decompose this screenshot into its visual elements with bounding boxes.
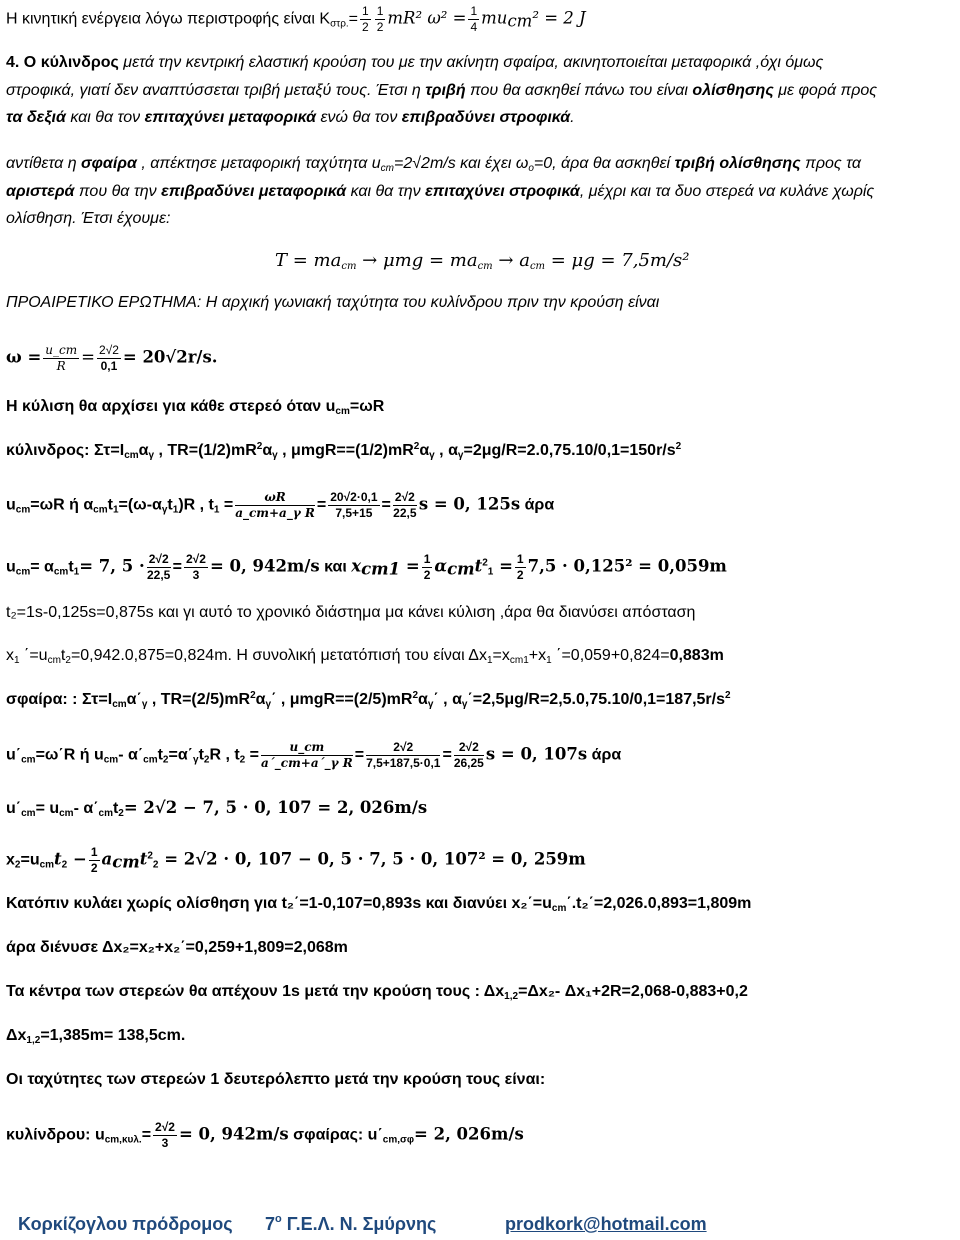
- sphere-paragraph-line-3: ολίσθηση. Έτσι έχουμε:: [6, 210, 171, 227]
- sphere-x2-line: $x_2=u_{cm}t_2$ − $\frac{1}{2}$ $a_{cm}t^2_2 = 2√2 \cdot 0$, 107 − 0, 5 · 7, 5 · 0, 107² = 0, 259m: [6, 845, 586, 875]
- footer-school: $7^o$ Γ.Ε.Λ. Ν. Σμύρνης: [265, 1213, 437, 1234]
- cylinder-paragraph-line-3: τα δεξιά και θα τον επιταχύνει μεταφορικά ενώ θα τον επιβραδύνει στροφικά.: [6, 109, 575, 126]
- cylinder-ucm-line: $u_{cm}= \alpha_{cm}t_1= 7$, 5 · $\frac{2√2}{22,5}$ = $\frac{2√2}{3}$ = 0, 942m/s και $x_{cm1}$ = $\frac{1}{2}$ $\alpha_{cm}t^2_1$ = $\frac{1}{2}$ 7,5 · 0,125² = 0,059m: [6, 552, 727, 582]
- final-velocities: κυλίνδρου: $u_{cm,\kappa\upsilon\lambda.}=$ $\frac{2√2}{3}$ = 0, 942m/s σφαίρας: $u΄_{cm,\sigma\varphi}= 2$, 026m/s: [6, 1120, 524, 1150]
- sphere-t2-line: $u΄_{cm}=\omega΄R$ ή $u_{cm}-$ $\alpha΄_{cm}t_2=\alpha΄_\gamma t_2R$ , $t_2$ = $\frac{u\_cm}{\text{a΄\_cm+a΄\_γ R}}$ = $\frac{2√2}{7,5+187,5\cdot 0,1}$ = $\frac{2√2}{26,25}$ s = 0, 107s άρα: [6, 740, 622, 770]
- sphere-paragraph-line-1: αντίθετα η σφαίρα , απέκτησε μεταφορική ταχύτητα $u_{cm}=2√2m/s$ και έχει $\omega_o=0$, άρα θα ασκηθεί τριβή ολίσθησης προς τα: [6, 155, 862, 174]
- cylinder-paragraph-line-1: 4. Ο κύλινδρος μετά την κεντρική ελαστική κρούση του με την ακίνητη σφαίρα, ακινητοποιείται μεταφορικά ,όχι όμως: [6, 54, 824, 71]
- centers-distance-result: $\Delta x_{1,2}=1,385m= 138,5cm$.: [6, 1027, 186, 1046]
- cylinder-t1-line: $u_{cm}=\omega R$ ή $\alpha_{cm}t_1=(\omega-\alpha_\gamma t_1)R$ , $t_1$ = $\frac{\omega R}{\text{a\_cm+a\_γ R}}$ = $\frac{20√2\cdot 0,1}{7,5+15}$ = $\frac{2√2}{22,5}$ s = 0, 125s άρα: [6, 490, 555, 520]
- kinetic-energy-line: Η κινητική ενέργεια λόγω περιστροφής είναι $K_{\sigma\tau\rho.}=$ $\frac{1}{2}$ $\frac{1}{2}$ mR² ω² = $\frac{1}{4}$ $mu_{cm}^2 = 2$ J: [6, 4, 586, 34]
- footer-email-link[interactable]: prodkork@hotmail.com: [505, 1214, 707, 1234]
- cylinder-torque-line: κύλινδρος: $\Sigma\tau=I_{cm}\alpha_\gamma$ , $TR=(1/2)mR^2\alpha_\gamma$ , $\mu mgR==(1/2)mR^2\alpha_\gamma$ , $\alpha_\gamma=2\mu g/R=2.0,75.10/0,1=150r/s^2$: [6, 441, 682, 461]
- sphere-rolling-line: Κατόπιν κυλάει χωρίς ολίσθηση για t₂΄=1-0,107=0,893s και διανύει $x_2΄=u_{cm}΄.t_2΄=2,026.0,893=1,809m$: [6, 895, 752, 914]
- footer-author: Κορκίζογλου πρόδρομος: [18, 1214, 233, 1234]
- centers-distance-line: Τα κέντρα των στερεών θα απέχουν 1s μετά την κρούση τους : $\Delta x_{1,2}=\Delta x_2-$ Δx₁+2R=2,068-0,883+0,2: [6, 983, 748, 1002]
- friction-equation: $T = ma_{cm} \to \mu mg = ma_{cm} \to a_{cm} = \mu g = 7,5m/s^2$: [275, 250, 690, 272]
- sphere-ucm-line: $u΄_{cm}= u_{cm}-$ $\alpha΄_{cm}t_2= 2√2 - 7$, 5 · 0, 107 = 2, 026m/s: [6, 798, 428, 819]
- sphere-total-distance: άρα διένυσε Δx₂=x₂+x₂΄=0,259+1,809=2,068m: [6, 939, 348, 956]
- optional-question: ΠΡΟΑΙΡΕΤΙΚΟ ΕΡΩΤΗΜΑ: Η αρχική γωνιακή ταχύτητα του κυλίνδρου πριν την κρούση είναι: [6, 294, 660, 311]
- velocities-heading: Οι ταχύτητες των στερεών 1 δευτερόλεπτο μετά την κρούση τους είναι:: [6, 1071, 546, 1088]
- cylinder-t2-line: t₂=1s-0,125s=0,875s και γι αυτό το χρονικό διάστημα μα κάνει κύλιση ,άρα θα διανύσει απόσταση: [6, 604, 696, 621]
- sphere-torque-line: σφαίρα: : $\Sigma\tau=I_{cm}\alpha΄_\gamma$ , $TR=(2/5)mR^2\alpha_\gamma΄$ , $\mu mgR==(2/5)mR^2\alpha_\gamma΄$ , $\alpha_\gamma΄=2,5\mu g/R=2,5.0,75.10/0,1=187,5r/s^2$: [6, 690, 731, 710]
- cylinder-x1-line: $x_1$ $΄=u_{cm}t_2=0,942.0,875=0,824m$. Η συνολική μετατόπισή του είναι $\Delta x_1=x_{cm1}+x_1$ ΄=0,059+0,824=0,883m: [6, 647, 724, 666]
- initial-angular-velocity: ω = $\frac{u\_cm}{R}$ = $\frac{2√2}{0,1}$ = 20√2r/s.: [6, 343, 218, 373]
- cylinder-paragraph-line-2: στροφικά, γιατί δεν αναπτύσσεται τριβή μεταξύ τους. Έτσι η τριβή που θα ασκηθεί πάνω του είναι ολίσθησης με φορά προς: [6, 82, 878, 99]
- rolling-condition: Η κύλιση θα αρχίσει για κάθε στερεό όταν $u_{cm}=\omega R$: [6, 398, 385, 417]
- sphere-paragraph-line-2: αριστερά που θα την επιβραδύνει μεταφορικά και θα την επιταχύνει στροφικά, μέχρι και τα δυο στερεά να κυλάνε χωρίς: [6, 183, 875, 200]
